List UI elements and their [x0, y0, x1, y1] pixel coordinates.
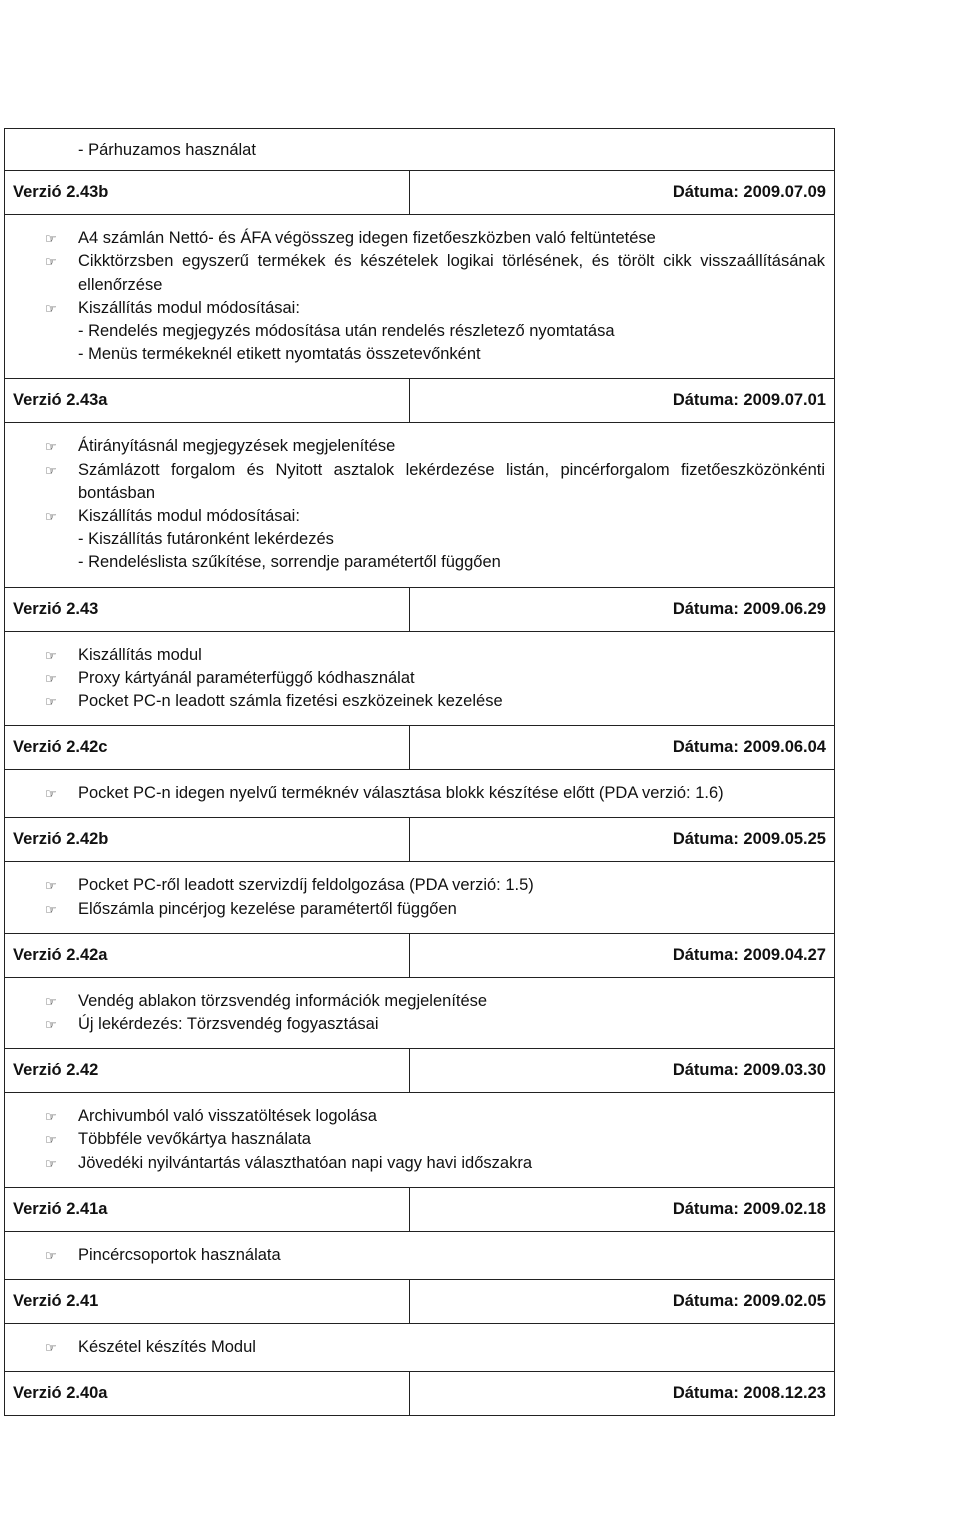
pointing-hand-icon: ☞ — [45, 1018, 57, 1034]
version-header — [5, 1372, 834, 1415]
bullet-item — [14, 1105, 825, 1128]
version-label: Verzió 2.42c — [5, 726, 410, 769]
version-label: Verzió 2.42b — [5, 818, 410, 861]
bullet-text: Kiszállítás modul — [78, 645, 202, 664]
version-notes — [5, 632, 834, 727]
bullet-text: Többféle vevőkártya használata — [78, 1130, 311, 1149]
pointing-hand-icon: ☞ — [45, 232, 57, 248]
bullet-item — [14, 667, 825, 690]
top-note-row — [5, 129, 834, 171]
pointing-hand-icon: ☞ — [45, 1156, 57, 1172]
changelog-table — [4, 128, 835, 1416]
pointing-hand-icon: ☞ — [45, 463, 57, 479]
pointing-hand-icon: ☞ — [45, 510, 57, 526]
pointing-hand-icon: ☞ — [45, 994, 57, 1010]
bullet-text: Pocket PC-n idegen nyelvű terméknév választása blokk készítése előtt (PDA verzió: 1.6) — [78, 784, 724, 803]
pointing-hand-icon: ☞ — [45, 1341, 57, 1357]
version-date: Dátuma: 2009.06.29 — [672, 599, 826, 618]
pointing-hand-icon: ☞ — [45, 695, 57, 711]
version-date: Dátuma: 2009.03.30 — [672, 1061, 826, 1080]
version-notes — [5, 978, 834, 1049]
pointing-hand-icon: ☞ — [45, 787, 57, 803]
version-date: Dátuma: 2009.06.04 — [672, 738, 826, 757]
bullet-item — [14, 898, 825, 921]
bullet-item — [14, 1336, 825, 1359]
pointing-hand-icon: ☞ — [45, 879, 57, 895]
bullet-text: Kiszállítás modul módosításai: — [78, 298, 300, 317]
version-notes — [5, 215, 834, 379]
bullet-item — [14, 1244, 825, 1267]
bullet-item — [14, 1013, 825, 1036]
version-label: Verzió 2.43b — [5, 171, 410, 214]
version-label: Verzió 2.42a — [5, 934, 410, 977]
version-label: Verzió 2.43 — [5, 588, 410, 631]
pointing-hand-icon: ☞ — [45, 648, 57, 664]
pointing-hand-icon: ☞ — [45, 902, 57, 918]
version-header — [5, 726, 834, 770]
bullet-text: Jövedéki nyilvántartás választhatóan napi vagy havi időszakra — [78, 1153, 533, 1172]
version-notes — [5, 862, 834, 933]
bullet-item — [14, 874, 825, 897]
bullet-item — [14, 1152, 825, 1175]
version-notes — [5, 770, 834, 818]
version-date: Dátuma: 2009.02.05 — [672, 1292, 826, 1311]
version-date: Dátuma: 2009.02.18 — [672, 1199, 826, 1218]
bullet-item — [14, 227, 825, 250]
version-label: Verzió 2.43a — [5, 379, 410, 422]
bullet-text: Számlázott forgalom és Nyitott asztalok lekérdezése listán, pincérforgalom fizetőeszközönkénti bontásban — [78, 460, 825, 502]
version-label: Verzió 2.40a — [5, 1372, 410, 1415]
bullet-text: Előszámla pincérjog kezelése paramétertől függően — [78, 899, 457, 918]
bullet-item — [14, 644, 825, 667]
pointing-hand-icon: ☞ — [45, 440, 57, 456]
version-label: Verzió 2.41 — [5, 1280, 410, 1323]
version-header — [5, 171, 834, 215]
bullet-item — [14, 459, 825, 505]
bullet-item — [14, 250, 825, 296]
bullet-text: Proxy kártyánál paraméterfüggő kódhasználat — [78, 668, 415, 687]
version-header — [5, 1280, 834, 1324]
bullet-text: Cikktörzsben egyszerű termékek és készételek logikai törlésének, és törölt cikk visszaállításának ellenőrzése — [78, 252, 825, 294]
bullet-text: Archivumból való visszatöltések logolása — [78, 1107, 377, 1126]
sub-item: - Rendeléslista szűkítése, sorrendje paramétertől függően — [78, 553, 501, 572]
version-header — [5, 818, 834, 862]
top-note: - Párhuzamos használat — [78, 141, 256, 159]
version-notes — [5, 1232, 834, 1280]
bullet-text: Pocket PC-n leadott számla fizetési eszközeinek kezelése — [78, 692, 503, 711]
bullet-text: Új lekérdezés: Törzsvendég fogyasztásai — [78, 1015, 379, 1034]
pointing-hand-icon: ☞ — [45, 1248, 57, 1264]
sub-item: - Kiszállítás futáronként lekérdezés — [78, 530, 334, 549]
pointing-hand-icon: ☞ — [45, 301, 57, 317]
version-header — [5, 379, 834, 423]
pointing-hand-icon: ☞ — [45, 1110, 57, 1126]
bullet-item — [14, 1128, 825, 1151]
version-date: Dátuma: 2009.07.09 — [672, 183, 826, 202]
version-label: Verzió 2.42 — [5, 1049, 410, 1092]
sub-item: - Rendelés megjegyzés módosítása után rendelés részletező nyomtatása — [78, 322, 615, 341]
pointing-hand-icon: ☞ — [45, 1133, 57, 1149]
version-date: Dátuma: 2009.05.25 — [672, 830, 826, 849]
version-header — [5, 934, 834, 978]
bullet-item — [14, 505, 825, 528]
bullet-text: Pocket PC-ről leadott szervizdíj feldolgozása (PDA verzió: 1.5) — [78, 876, 534, 895]
version-header — [5, 1188, 834, 1232]
sub-item: - Menüs termékeknél etikett nyomtatás összetevőnként — [78, 345, 481, 364]
version-label: Verzió 2.41a — [5, 1188, 410, 1231]
version-header — [5, 588, 834, 632]
version-date: Dátuma: 2009.04.27 — [672, 945, 826, 964]
bullet-text: Kiszállítás modul módosításai: — [78, 507, 300, 526]
bullet-item — [14, 435, 825, 458]
bullet-item — [14, 690, 825, 713]
version-header — [5, 1049, 834, 1093]
version-date: Dátuma: 2008.12.23 — [672, 1384, 826, 1403]
bullet-item — [14, 782, 825, 805]
bullet-text: Átirányításnál megjegyzések megjelenítése — [78, 437, 396, 456]
bullet-item — [14, 990, 825, 1013]
version-notes — [5, 1324, 834, 1372]
bullet-text: Pincércsoportok használata — [78, 1245, 281, 1264]
bullet-text: Vendég ablakon törzsvendég információk megjelenítése — [78, 991, 488, 1010]
pointing-hand-icon: ☞ — [45, 671, 57, 687]
version-date: Dátuma: 2009.07.01 — [672, 391, 826, 410]
bullet-text: Készétel készítés Modul — [78, 1338, 256, 1357]
bullet-item — [14, 297, 825, 320]
bullet-text: A4 számlán Nettó- és ÁFA végösszeg idegen fizetőeszközben való feltüntetése — [78, 229, 656, 248]
sections — [5, 171, 834, 1415]
pointing-hand-icon: ☞ — [45, 255, 57, 271]
version-notes — [5, 423, 834, 587]
version-notes — [5, 1093, 834, 1188]
